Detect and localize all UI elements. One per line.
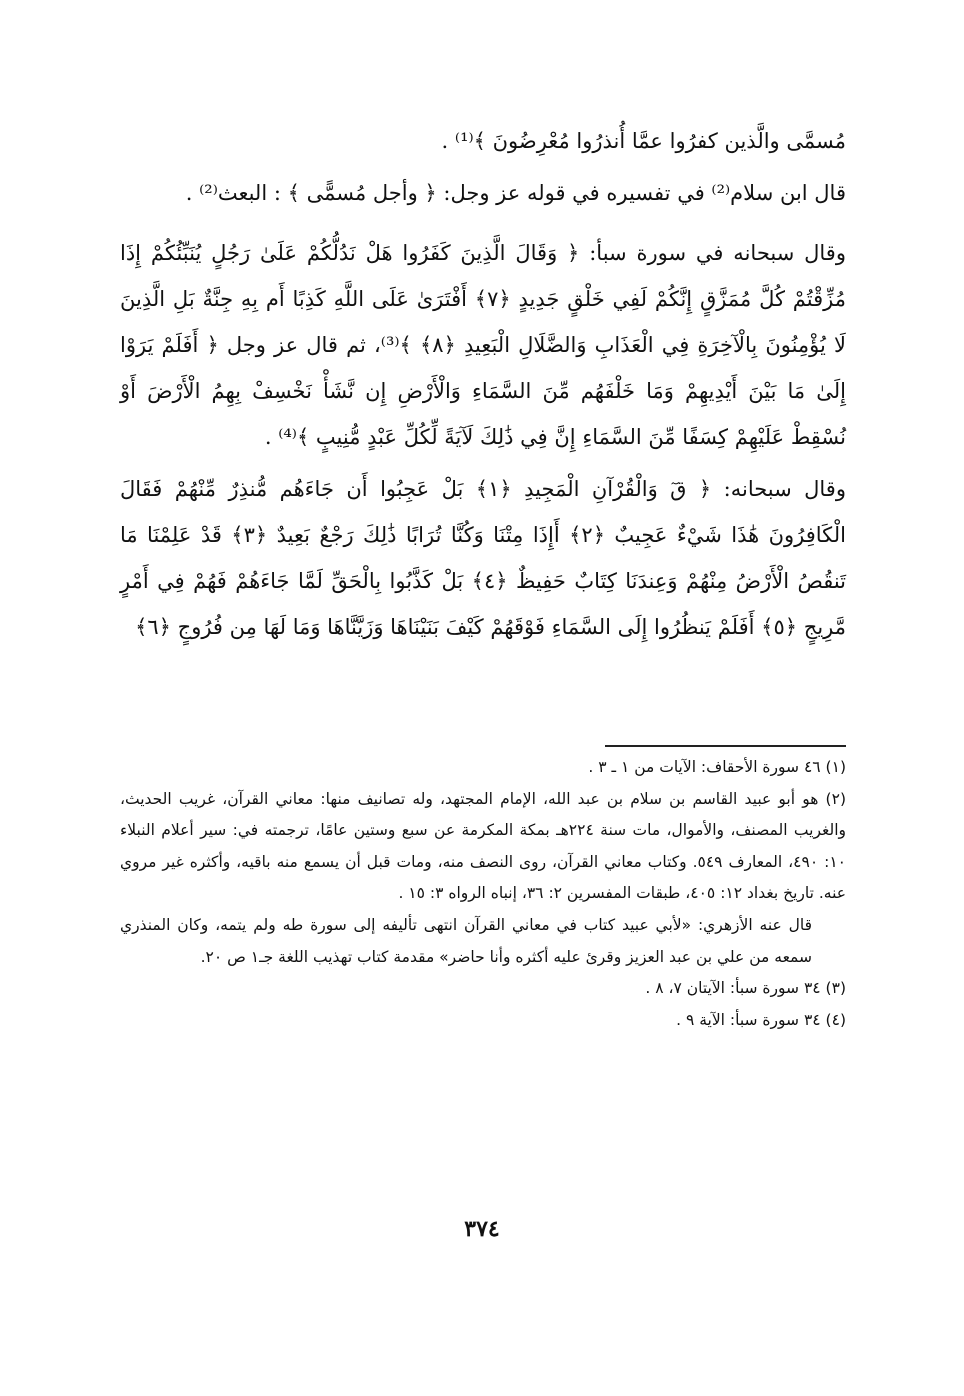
footnote-2: (٢) هو أبو عبيد القاسم بن سلام بن عبد الله، الإمام المجتهد، وله تصانيف منها: معاني القرآن، غريب الحديث، والغريب المصنف، والأموال، مات سنة ٢٢٤هـ بمكة المكرمة عن سبع وستين عامًا، ترجمته في: سير أعلام النبلاء ١٠: ٤٩٠، المعارف ٥٤٩. وكتاب معاني القرآن، روى النصف منه، ومات قبل أن يسمع منه باقيه، وأكثره غير مروي عنه. تاريخ بغداد ١٢: ٤٠٥، طبقات المفسرين ٢: ٣٦، إنباه الرواه ٣: ١٥ . (120, 789, 846, 903)
footnote-4: (٤) ٣٤ سورة سبأ: الآية ٩ . (676, 1010, 846, 1029)
paragraph-ibn-sallam: قال ابن سلام⁽²⁾ في تفسيره في قوله عز وجل: ﴿ وأجل مُسمًّى ﴾ : البعث⁽²⁾ . (185, 181, 846, 205)
footnotes (120, 752, 846, 1036)
paragraph-saba: وقال سبحانه في سورة سبأ: ﴿ وَقَالَ الَّذِينَ كَفَرُوا هَلْ نَدُلُّكُمْ عَلَىٰ رَجُلٍ يُنَبِّئُكُمْ إِذَا مُزِّقْتُمْ كُلَّ مُمَزَّقٍ إِنَّكُمْ لَفِي خَلْقٍ جَدِيدٍ ﴿٧﴾ أَفْتَرَىٰ عَلَى اللَّهِ كَذِبًا أَم بِهِ جِنَّةٌ بَلِ الَّذِينَ لَا يُؤْمِنُونَ بِالْآخِرَةِ فِي الْعَذَابِ وَالضَّلَالِ الْبَعِيدِ ﴿٨﴾ ﴾⁽³⁾، ثم قال عز وجل ﴿ أَفَلَمْ يَرَوْا إِلَىٰ مَا بَيْنَ أَيْدِيهِمْ وَمَا خَلْفَهُم مِّنَ السَّمَاءِ وَالْأَرْضِ إِن نَّشَأْ نَخْسِفْ بِهِمُ الْأَرْضَ أَوْ نُسْقِطْ عَلَيْهِمْ كِسَفًا مِّنَ السَّمَاءِ إِنَّ فِي ذَٰلِكَ لَآيَةً لِّكُلِّ عَبْدٍ مُّنِيبٍ ﴾⁽⁴⁾ . (120, 241, 846, 449)
paragraph-qaf: وقال سبحانه: ﴿ قٓ وَالْقُرْآنِ الْمَجِيدِ ﴿١﴾ بَلْ عَجِبُوا أَن جَاءَهُم مُّنذِرٌ مِّنْهُمْ فَقَالَ الْكَافِرُونَ هَٰذَا شَيْءٌ عَجِيبٌ ﴿٢﴾ أَإِذَا مِتْنَا وَكُنَّا تُرَابًا ذَٰلِكَ رَجْعٌ بَعِيدٌ ﴿٣﴾ قَدْ عَلِمْنَا مَا تَنقُصُ الْأَرْضُ مِنْهُمْ وَعِندَنَا كِتَابٌ حَفِيظٌ ﴿٤﴾ بَلْ كَذَّبُوا بِالْحَقِّ لَمَّا جَاءَهُمْ فَهُمْ فِي أَمْرٍ مَّرِيجٍ ﴿٥﴾ أَفَلَمْ يَنظُرُوا إِلَى السَّمَاءِ فَوْقَهُمْ كَيْفَ بَنَيْنَاهَا وَزَيَّنَّاهَا وَمَا لَهَا مِن فُرُوجٍ ﴿٦﴾ (120, 477, 847, 639)
main-text (120, 118, 846, 650)
footnote-1: (١) ٤٦ سورة الأحقاف: الآيات من ١ ـ ٣ . (588, 758, 846, 776)
text-line-continuation: مُسمَّى والَّذين كفرُوا عمَّا أُنذرُوا مُعْرِضُونَ ﴾⁽¹⁾ . (441, 129, 846, 153)
footnote-separator (605, 745, 846, 747)
page-number: ٣٧٤ (464, 1216, 500, 1242)
footnote-2-continued: قال عنه الأزهري: «لأبي عبيد كتاب في معاني القرآن انتهى تأليفه إلى سورة طه ولم يتمه، وكان المنذري سمعه من علي بن عبد العزيز وقرئ عليه أكثره وأنا حاضر» مقدمة كتاب تهذيب اللغة جـ١ ص ٢٠. (120, 915, 812, 966)
footnote-3: (٣) ٣٤ سورة سبأ: الآيتان ٧، ٨ . (645, 979, 846, 998)
